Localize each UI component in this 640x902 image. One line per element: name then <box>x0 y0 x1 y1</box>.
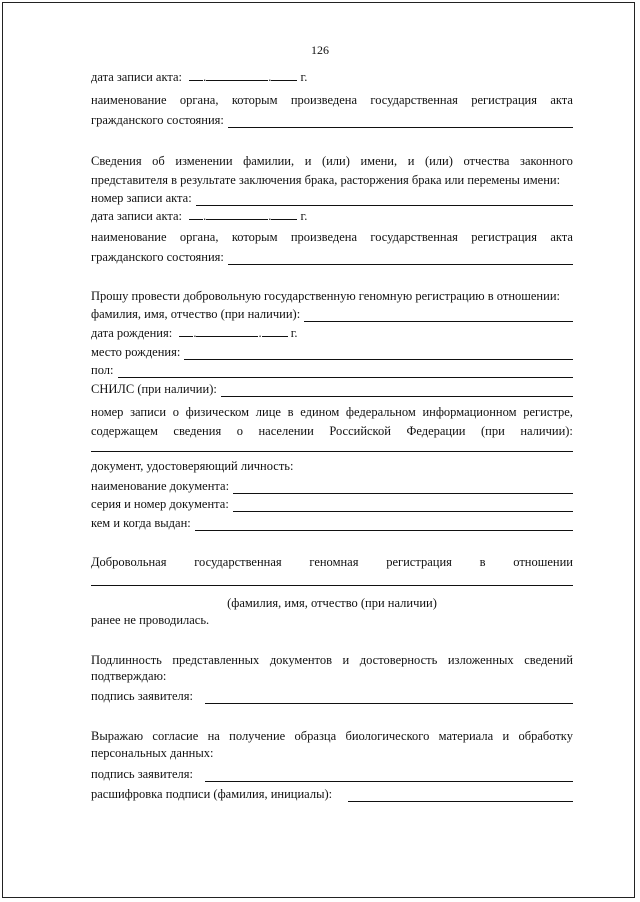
birth-place-blank[interactable] <box>184 349 573 360</box>
register-line-2 <box>91 423 573 439</box>
word: номер <box>91 405 124 419</box>
change-record-number-row <box>91 190 573 206</box>
word: материала <box>438 729 494 743</box>
word: содержащем <box>91 424 158 438</box>
change-line-2: представителя в результате заключения брака, расторжения брака или перемены имени: <box>91 173 561 187</box>
confirm-line-2: подтверждаю: <box>91 669 167 683</box>
word: наличии): <box>520 424 573 438</box>
consent-line-2: персональных данных: <box>91 746 214 760</box>
word: отношении <box>513 555 573 569</box>
doc-issued-row <box>91 515 573 531</box>
word: о <box>236 424 243 438</box>
consent-signature-blank[interactable] <box>205 771 573 782</box>
word: законного <box>520 154 573 168</box>
word: обработку <box>518 729 573 743</box>
signature-decoding-blank[interactable] <box>348 791 573 802</box>
register-number-blank[interactable] <box>91 451 573 452</box>
month-blank[interactable] <box>196 326 258 337</box>
word: геномная <box>309 555 359 569</box>
word: произведена <box>290 230 358 244</box>
word: сведений <box>524 653 573 667</box>
word: органа, <box>179 230 219 244</box>
signature-decoding-row <box>91 786 573 802</box>
word: изложенных <box>447 653 514 667</box>
word: Выражаю <box>91 729 144 743</box>
page-border <box>2 2 635 898</box>
word: регистре, <box>523 405 573 419</box>
year-suffix: г. <box>290 326 298 340</box>
word: регистрация <box>471 93 537 107</box>
sex-blank[interactable] <box>118 367 574 378</box>
fio-label: фамилия, имя, отчество (при наличии): <box>91 307 301 321</box>
previous-caption: (фамилия, имя, отчество (при наличии) <box>227 596 437 610</box>
word: физическом <box>185 405 250 419</box>
record-date-label: дата записи акта: <box>91 70 183 84</box>
change-civil-status-row <box>91 249 573 265</box>
doc-series-blank[interactable] <box>233 501 573 512</box>
previous-fio-blank[interactable] <box>91 585 573 586</box>
word: и <box>502 729 510 743</box>
change-organ-blank[interactable] <box>228 254 573 265</box>
word: в <box>287 405 294 419</box>
word: государственная <box>370 230 458 244</box>
change-date-row: дата записи акта: . . г. <box>91 209 308 223</box>
fio-blank[interactable] <box>304 311 573 322</box>
doc-name-blank[interactable] <box>233 483 573 494</box>
signature-label: подпись заявителя: <box>91 767 193 781</box>
change-organ-line <box>91 229 573 245</box>
doc-series-row <box>91 496 573 512</box>
signature-decoding-label: расшифровка подписи (фамилия, инициалы): <box>91 787 333 801</box>
civil-status-label: гражданского состояния: <box>91 113 224 127</box>
word: Федерации <box>406 424 466 438</box>
word: государственная <box>370 93 458 107</box>
word: сведения <box>173 424 222 438</box>
doc-name-row <box>91 478 573 494</box>
birth-place-row <box>91 344 573 360</box>
word: записи <box>130 405 167 419</box>
word: получение <box>229 729 286 743</box>
word: на <box>207 729 220 743</box>
word: достоверность <box>359 653 438 667</box>
day-blank[interactable] <box>179 326 193 337</box>
word: Сведения <box>91 154 142 168</box>
birth-place-label: место рождения: <box>91 345 181 359</box>
word: фамилии, <box>243 154 295 168</box>
birth-date-row: дата рождения: . . г. <box>91 326 298 340</box>
page-number: 126 <box>311 43 329 57</box>
confirm-signature-blank[interactable] <box>205 693 573 704</box>
word: едином <box>300 405 340 419</box>
register-line-1 <box>91 404 573 420</box>
record-date-row: дата записи акта: . . г. <box>91 70 308 84</box>
word: представленных <box>172 653 260 667</box>
word: (или) <box>424 154 453 168</box>
word: государственная <box>194 555 282 569</box>
doc-issued-blank[interactable] <box>195 520 573 531</box>
month-blank[interactable] <box>206 209 268 220</box>
word: которым <box>231 93 278 107</box>
word: акта <box>550 230 573 244</box>
word: согласие <box>152 729 199 743</box>
birth-date-label: дата рождения: <box>91 326 173 340</box>
record-number-label: номер записи акта: <box>91 191 192 205</box>
month-blank[interactable] <box>206 70 268 81</box>
word: об <box>152 154 165 168</box>
year-blank[interactable] <box>262 326 288 337</box>
change-line-1 <box>91 153 573 169</box>
word: документов <box>269 653 333 667</box>
record-number-blank[interactable] <box>196 195 573 206</box>
day-blank[interactable] <box>189 209 203 220</box>
year-blank[interactable] <box>271 70 297 81</box>
word: и <box>407 154 415 168</box>
change-date-label: дата записи акта: <box>91 209 183 223</box>
sex-label: пол: <box>91 363 114 377</box>
doc-issued-label: кем и когда выдан: <box>91 516 191 530</box>
year-blank[interactable] <box>271 209 297 220</box>
consent-signature-row <box>91 766 573 782</box>
word: (при <box>481 424 505 438</box>
word: образца <box>294 729 337 743</box>
word: регистрация <box>471 230 537 244</box>
sex-row <box>91 362 573 378</box>
year-suffix: г. <box>300 209 308 223</box>
previous-ending: ранее не проводилась. <box>91 613 210 627</box>
word: и <box>304 154 312 168</box>
confirm-line-1 <box>91 652 573 668</box>
signature-label: подпись заявителя: <box>91 689 193 703</box>
word: наименование <box>91 230 167 244</box>
word: о <box>172 405 179 419</box>
snils-row <box>91 381 573 397</box>
word: биологического <box>345 729 430 743</box>
doc-series-label: серия и номер документа: <box>91 497 229 511</box>
year-suffix: г. <box>300 70 308 84</box>
word: в <box>479 555 486 569</box>
organ-line <box>91 92 573 108</box>
request-intro: Прошу провести добровольную государственную геномную регистрацию в отношении: <box>91 289 560 303</box>
word: акта <box>550 93 573 107</box>
word: наименование <box>91 93 167 107</box>
fio-row <box>91 306 573 322</box>
word: произведена <box>290 93 358 107</box>
snils-label: СНИЛС (при наличии): <box>91 382 217 396</box>
civil-status-label: гражданского состояния: <box>91 250 224 264</box>
word: Добровольная <box>91 555 167 569</box>
organ-blank[interactable] <box>228 117 573 128</box>
civil-status-row <box>91 112 573 128</box>
identity-heading: документ, удостоверяющий личность: <box>91 459 294 473</box>
day-blank[interactable] <box>189 70 203 81</box>
word: отчества <box>463 154 510 168</box>
word: Подлинность <box>91 653 162 667</box>
confirm-signature-row <box>91 688 573 704</box>
word: органа, <box>179 93 219 107</box>
word: (или) <box>321 154 350 168</box>
word: регистрация <box>386 555 452 569</box>
word: лице <box>255 405 281 419</box>
word: населении <box>258 424 314 438</box>
word: информационном <box>422 405 517 419</box>
word: и <box>342 653 350 667</box>
word: имени, <box>360 154 398 168</box>
doc-name-label: наименование документа: <box>91 479 230 493</box>
previous-line-1 <box>91 554 573 570</box>
word: Российской <box>329 424 391 438</box>
word: федеральном <box>345 405 416 419</box>
consent-line-1 <box>91 728 573 744</box>
word: изменении <box>175 154 233 168</box>
word: которым <box>231 230 278 244</box>
snils-blank[interactable] <box>221 386 573 397</box>
